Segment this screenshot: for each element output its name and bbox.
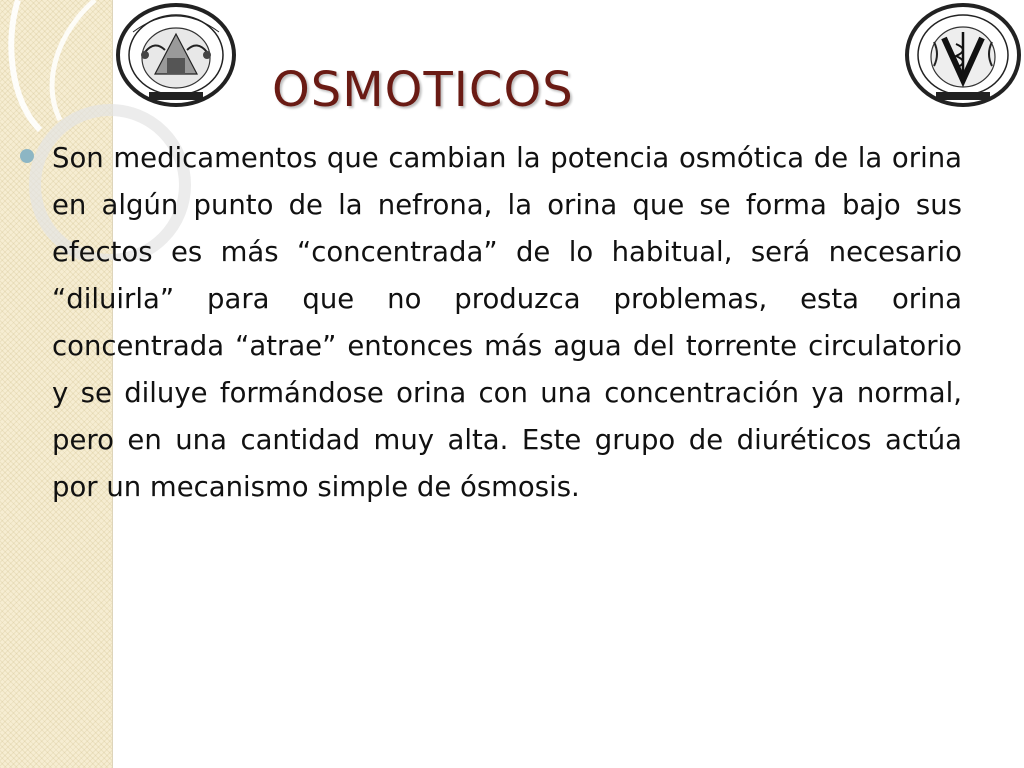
veterinary-faculty-seal-icon xyxy=(904,2,1022,108)
body-paragraph: Son medicamentos que cambian la potencia osmótica de la orina en algún punto de la nefrona, la orina que se forma bajo sus efectos es más “concentrada” de lo habitual, será necesario “diluirla” para que no produzca problemas, esta orina concentrada “atrae” entonces más agua del torrente circulatorio y se diluye formándose orina con una concentración ya normal, pero en una cantidad muy alta. Este grupo de diuréticos actúa por un mecanismo simple de ósmosis. xyxy=(52,142,962,503)
bullet-icon xyxy=(20,149,34,163)
unam-seal-icon xyxy=(115,2,237,108)
slide-body xyxy=(20,135,962,511)
slide-title: OSMOTICOS xyxy=(272,62,574,118)
